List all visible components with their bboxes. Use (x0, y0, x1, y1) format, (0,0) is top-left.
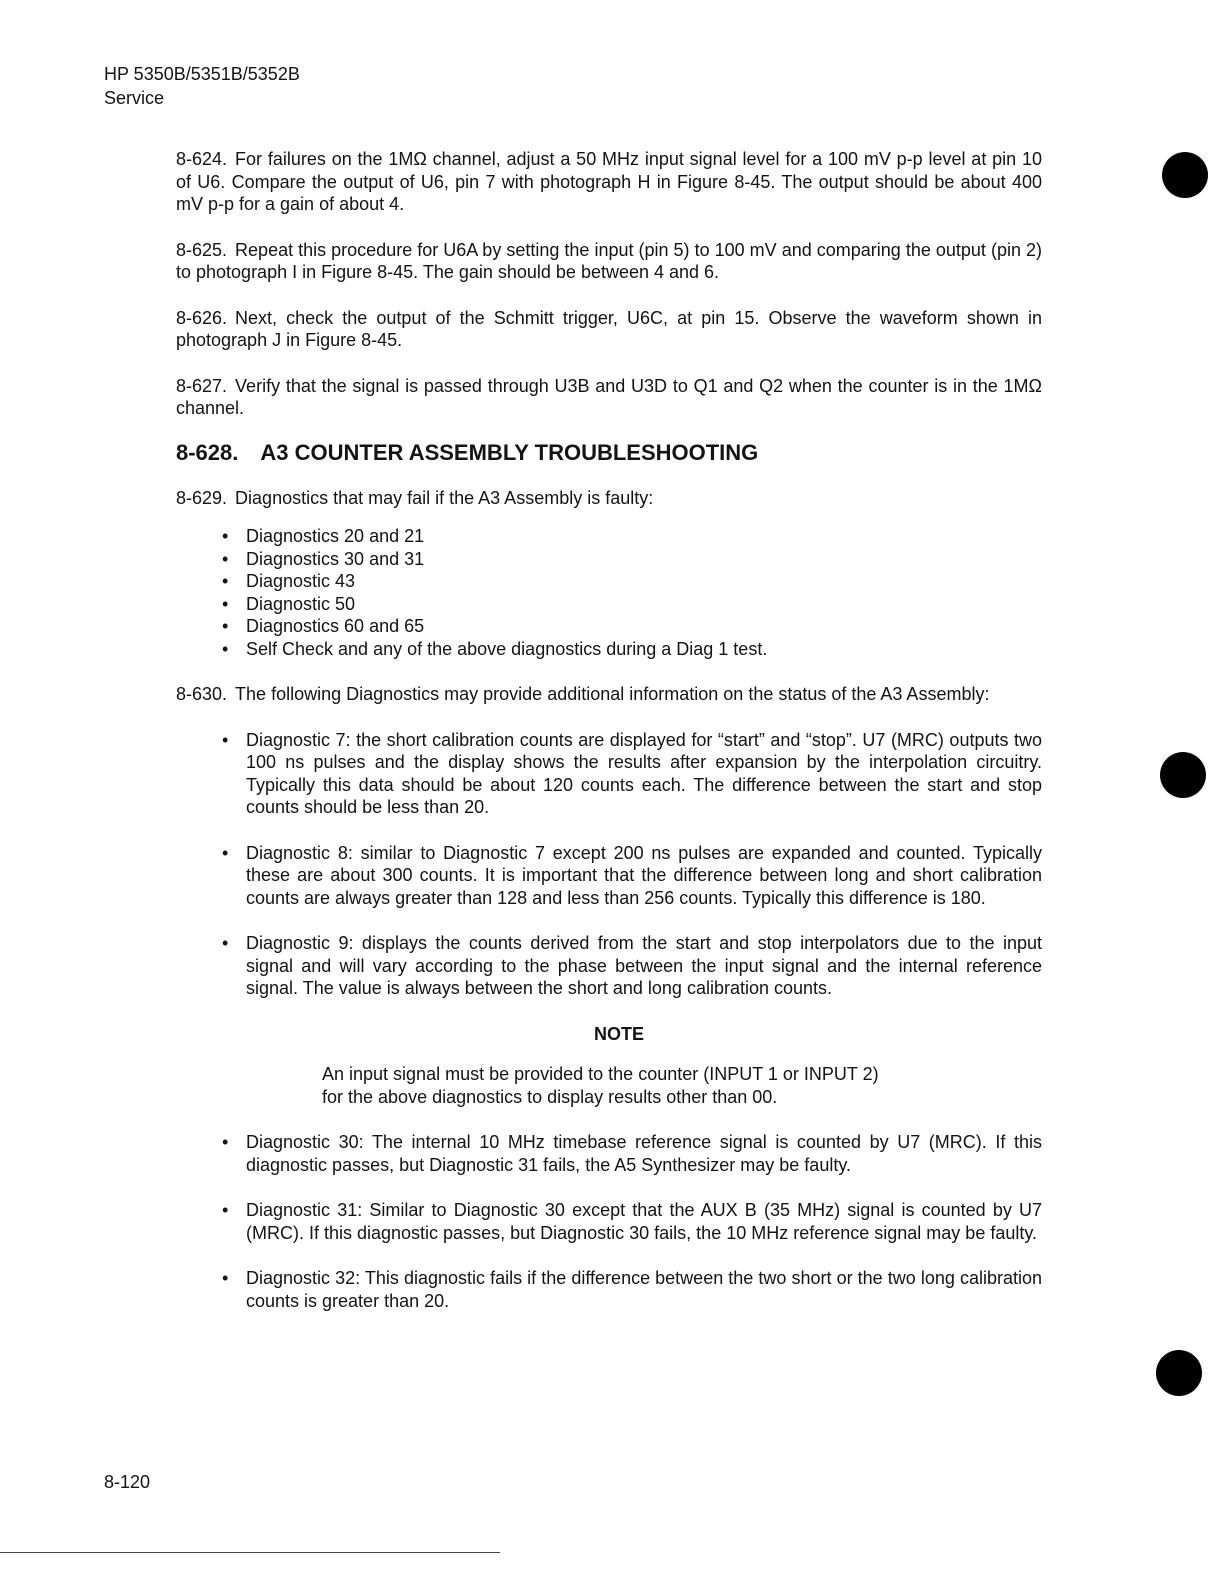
note-text: An input signal must be provided to the counter (INPUT 1 or INPUT 2) for the above diagnostics to display results other than 00. (322, 1064, 879, 1107)
section-heading (176, 439, 1042, 467)
list-item-text: Diagnostic 7: the short calibration counts are displayed for “start” and “stop”. U7 (MRC) outputs two 100 ns pulses and the display shows the results after expansion by the interpolation circuitry. Typically this data should be about 120 counts each. The difference between the start and stop counts should be less than 20. (246, 729, 1042, 817)
page-number: 8-120 (104, 1472, 151, 1492)
bullet: • (222, 548, 229, 569)
bullet: • (222, 616, 229, 636)
list-item (222, 570, 1042, 593)
header-section: Service (104, 88, 165, 108)
bullet: • (222, 1268, 229, 1288)
bullet: • (222, 593, 229, 614)
bullet: • (222, 638, 229, 659)
list-item (222, 525, 1042, 548)
list-item-text: Self Check and any of the above diagnostics during a Diag 1 test. (246, 638, 768, 659)
binder-hole-bottom (1156, 1350, 1202, 1396)
paragraph-text: Verify that the signal is passed through U3B and U3D to Q1 and Q2 when the counter is in the 1MΩ channel. (176, 375, 1042, 418)
list-item (222, 638, 1042, 661)
bullet: • (222, 933, 229, 953)
bullet: • (222, 842, 229, 863)
bullet: • (222, 1132, 229, 1152)
paragraph-8-626 (176, 307, 1042, 352)
page-header (104, 62, 300, 110)
paragraph-text: Repeat this procedure for U6A by setting the input (pin 5) to 100 mV and comparing the output (pin 2) to photograph I in Figure 8-45. The gain should be between 4 and 6. (176, 239, 1042, 282)
paragraph-8-625 (176, 239, 1042, 284)
list-item-text: Diagnostics 30 and 31 (246, 548, 425, 569)
page-body (176, 148, 1042, 1335)
binder-hole-middle (1160, 752, 1206, 798)
list-item (222, 729, 1042, 819)
section-number: 8-628. (176, 439, 239, 465)
list-item (222, 615, 1042, 638)
list-item-text: Diagnostic 43 (246, 571, 356, 591)
list-item (222, 932, 1042, 1000)
failing-diagnostics-list (176, 525, 1042, 660)
paragraph-text: Diagnostics that may fail if the A3 Assembly is faulty: (235, 487, 654, 508)
paragraph-number: 8-624. (176, 149, 228, 169)
list-item-text: Diagnostic 50 (246, 593, 356, 614)
note-heading: NOTE (593, 1023, 644, 1044)
list-item (222, 1199, 1042, 1244)
list-item-text: Diagnostics 60 and 65 (246, 616, 425, 636)
list-item (222, 1131, 1042, 1176)
list-item (222, 548, 1042, 571)
paragraph-number: 8-625. (176, 239, 228, 260)
paragraph-text: Next, check the output of the Schmitt trigger, U6C, at pin 15. Observe the waveform shown in photograph J in Figure 8-45. (176, 307, 1042, 350)
paragraph-8-629 (176, 487, 1042, 510)
section-title: A3 COUNTER ASSEMBLY TROUBLESHOOTING (260, 439, 759, 465)
list-item-text: Diagnostics 20 and 21 (246, 526, 425, 546)
paragraph-8-630 (176, 683, 1042, 706)
list-item (222, 593, 1042, 616)
bullet: • (222, 526, 229, 546)
list-item (222, 842, 1042, 910)
paragraph-number: 8-630. (176, 684, 228, 704)
list-item-text: Diagnostic 30: The internal 10 MHz timebase reference signal is counted by U7 (MRC). If this diagnostic passes, but Diagnostic 31 fails, the A5 Synthesizer may be faulty. (246, 1132, 1042, 1175)
paragraph-8-627 (176, 375, 1042, 420)
list-item-text: Diagnostic 8: similar to Diagnostic 7 except 200 ns pulses are expanded and counted. Typically these are about 300 counts. It is important that the difference between long and short calibration counts are always greater than 128 and less than 256 counts. Typically this difference is 180. (246, 842, 1042, 908)
paragraph-number: 8-629. (176, 487, 228, 508)
list-item (222, 1267, 1042, 1312)
list-item-text: Diagnostic 31: Similar to Diagnostic 30 except that the AUX B (35 MHz) signal is counted by U7 (MRC). If this diagnostic passes, but Diagnostic 30 fails, the 10 MHz reference signal may be faulty. (246, 1200, 1042, 1243)
paragraph-text: The following Diagnostics may provide additional information on the status of the A3 Assembly: (235, 684, 990, 704)
list-item-text: Diagnostic 9: displays the counts derived from the start and stop interpolators due to the input signal and will vary according to the phase between the input signal and the internal reference signal. The value is always between the short and long calibration counts. (246, 933, 1042, 998)
header-model: HP 5350B/5351B/5352B (104, 64, 300, 84)
bullet: • (222, 729, 229, 750)
additional-diagnostics-list (176, 729, 1042, 1000)
bullet: • (222, 571, 229, 591)
paragraph-number: 8-627. (176, 375, 228, 396)
binder-hole-top (1162, 152, 1208, 198)
paragraph-number: 8-626. (176, 307, 228, 328)
list-item-text: Diagnostic 32: This diagnostic fails if the difference between the two short or the two long calibration counts is greater than 20. (246, 1268, 1042, 1311)
paragraph-text: For failures on the 1MΩ channel, adjust a 50 MHz input signal level for a 100 mV p-p level at pin 10 of U6. Compare the output of U6, pin 7 with photograph H in Figure 8-45. The output should be about 400 mV p-p for a gain of about 4. (176, 149, 1042, 214)
paragraph-8-624 (176, 148, 1042, 216)
bottom-divider (0, 1552, 500, 1553)
bullet: • (222, 1200, 229, 1220)
additional-diagnostics-list-continued (176, 1131, 1042, 1312)
